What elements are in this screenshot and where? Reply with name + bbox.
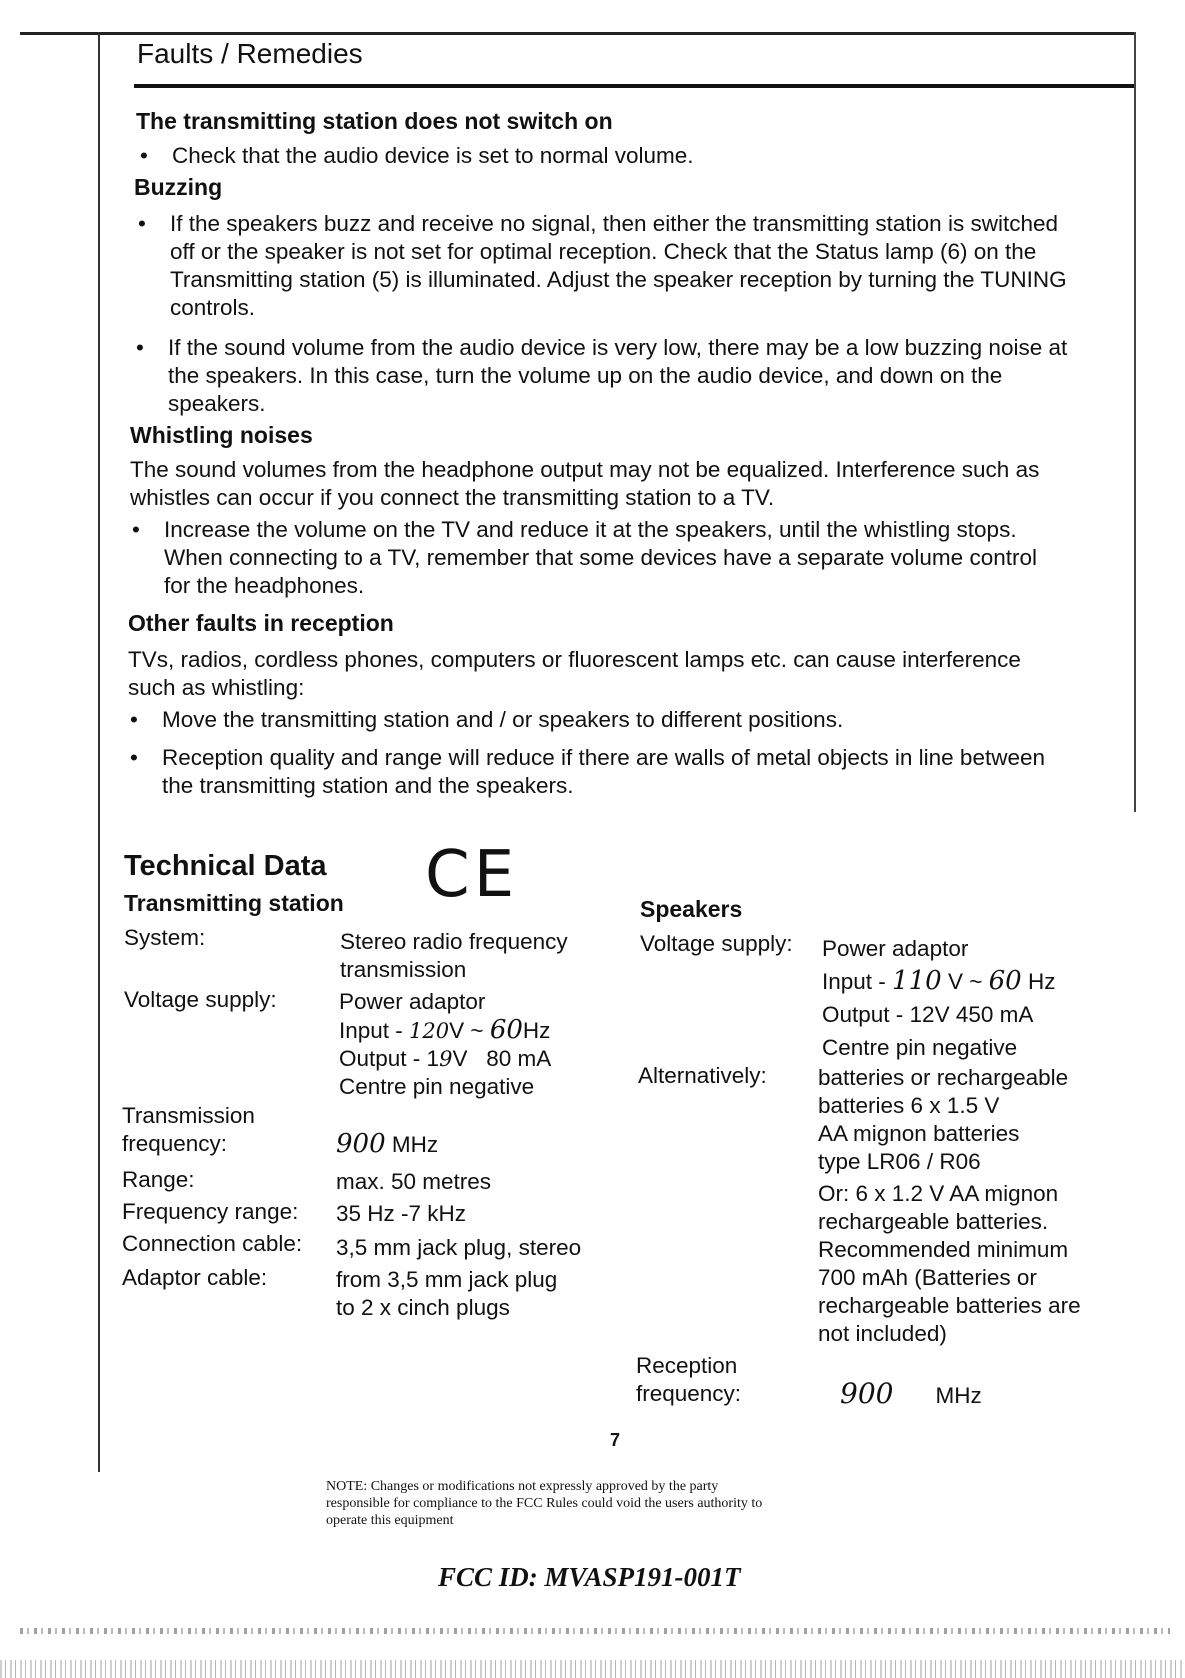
text-line: batteries 6 x 1.5 V xyxy=(818,1093,1000,1118)
transmitting-station-heading: Transmitting station xyxy=(124,890,344,916)
text-line: the transmitting station and the speakers. xyxy=(162,773,574,798)
title-rule xyxy=(134,84,1134,88)
bullet-increase-tv-volume xyxy=(164,516,1134,600)
text-line: such as whistling: xyxy=(128,675,305,700)
text-line: NOTE: Changes or modifications not expressly approved by the party xyxy=(326,1479,719,1494)
bullet-speakers-buzz xyxy=(170,210,1135,322)
text: Input - xyxy=(822,969,893,994)
heading-other-faults: Other faults in reception xyxy=(128,610,394,636)
text-line: frequency: xyxy=(122,1131,228,1156)
system-label: System: xyxy=(124,925,206,950)
text-line: Stereo radio frequency xyxy=(340,929,568,954)
text-line: Transmitting station (5) is illuminated. Adjust the speaker reception by turning the TUNING xyxy=(170,267,1067,292)
voltage-supply-label: Voltage supply: xyxy=(124,987,277,1012)
text: MHz xyxy=(935,1383,982,1408)
bullet-move-station: • Move the transmitting station and / or speakers to different positions. xyxy=(162,706,843,734)
speakers-voltage-value xyxy=(822,932,1055,1064)
page-title: Faults / Remedies xyxy=(137,38,363,69)
whistling-paragraph xyxy=(130,456,1130,512)
transmission-frequency-label xyxy=(122,1102,255,1158)
other-faults-paragraph xyxy=(128,646,1128,702)
text-line: TVs, radios, cordless phones, computers or fluorescent lamps etc. can cause interference xyxy=(128,647,1021,672)
text-line: Reception xyxy=(636,1353,738,1378)
text-line: When connecting to a TV, remember that some devices have a separate volume control xyxy=(164,545,1037,570)
handwritten-volt: 110 xyxy=(892,966,942,996)
text-line: the speakers. In this case, turn the volume up on the audio device, and down on the xyxy=(168,363,1003,388)
text: Output - 1 xyxy=(339,1046,440,1071)
system-value xyxy=(340,928,568,984)
text-line: operate this equipment xyxy=(326,1513,454,1528)
frequency-range-value: 35 Hz -7 kHz xyxy=(336,1201,467,1226)
adaptor-cable-value xyxy=(336,1266,557,1322)
text-line: Or: 6 x 1.2 V AA mignon xyxy=(818,1181,1059,1206)
fcc-id: FCC ID: MVASP191-001T xyxy=(438,1562,741,1592)
text: Input - xyxy=(339,1018,410,1043)
handwritten-volt: 120 xyxy=(409,1019,450,1043)
text-line: to 2 x cinch plugs xyxy=(336,1295,510,1320)
text-line: off or the speaker is not set for optimal reception. Check that the Status lamp (6) on the xyxy=(170,239,1037,264)
bullet-low-volume xyxy=(168,334,1133,418)
text-line: transmission xyxy=(340,957,467,982)
bullet-check-volume: • Check that the audio device is set to normal volume. xyxy=(172,142,694,170)
heading-buzzing: Buzzing xyxy=(134,174,223,200)
fcc-note xyxy=(326,1478,946,1529)
range-label: Range: xyxy=(122,1167,195,1192)
output-line xyxy=(339,1045,551,1073)
text: MHz xyxy=(391,1132,439,1157)
text: V 80 mA xyxy=(452,1046,552,1071)
bullet-reception-quality xyxy=(162,744,1132,800)
range-value: max. 50 metres xyxy=(336,1169,492,1194)
text-line: Power adaptor xyxy=(339,989,486,1014)
text: V ~ xyxy=(947,969,983,994)
transmission-frequency-value xyxy=(336,1130,438,1159)
text-line: frequency: xyxy=(636,1381,742,1406)
voltage-supply-value xyxy=(339,988,551,1101)
frequency-range-label: Frequency range: xyxy=(122,1199,299,1224)
text-line: rechargeable batteries. xyxy=(818,1209,1049,1234)
text-line: • If the speakers buzz and receive no signal, then either the transmitting station is switched xyxy=(170,211,1058,236)
heading-no-switch-on: The transmitting station does not switch on xyxy=(136,108,613,134)
connection-cable-value: 3,5 mm jack plug, stereo xyxy=(336,1235,582,1260)
text-line: whistles can occur if you connect the transmitting station to a TV. xyxy=(130,485,775,510)
text-line: AA mignon batteries xyxy=(818,1121,1020,1146)
text-line: • Reception quality and range will reduce if there are walls of metal objects in line between xyxy=(162,745,1045,770)
text-line: 700 mAh (Batteries or xyxy=(818,1265,1037,1290)
input-line xyxy=(822,965,1055,998)
text: V ~ xyxy=(449,1018,484,1043)
page-number: 7 xyxy=(610,1430,621,1450)
text-line: Output - 12V 450 mA xyxy=(822,1002,1034,1027)
adaptor-cable-label: Adaptor cable: xyxy=(122,1265,268,1290)
right-border-line xyxy=(1134,32,1136,812)
text-line: rechargeable batteries are xyxy=(818,1293,1081,1318)
text-line: speakers. xyxy=(168,391,266,416)
text-line: Recommended minimum xyxy=(818,1237,1069,1262)
speakers-heading: Speakers xyxy=(640,896,743,922)
text-line: Power adaptor xyxy=(822,936,969,961)
text-line: The sound volumes from the headphone output may not be equalized. Interference such as xyxy=(130,457,1040,482)
handwritten-freq: 900 xyxy=(840,1377,894,1410)
speakers-voltage-label: Voltage supply: xyxy=(640,931,793,956)
technical-data-title: Technical Data xyxy=(124,850,327,882)
input-line xyxy=(339,1016,551,1045)
scan-noise-bottom xyxy=(0,1660,1185,1678)
text-line: controls. xyxy=(170,295,256,320)
text-line: • If the sound volume from the audio device is very low, there may be a low buzzing noise at xyxy=(168,335,1068,360)
handwritten-freq: 900 xyxy=(336,1129,386,1159)
text: Hz xyxy=(522,1018,551,1043)
text-line: Centre pin negative xyxy=(822,1035,1018,1060)
handwritten-digit: 9 xyxy=(439,1047,453,1071)
text-line: for the headphones. xyxy=(164,573,365,598)
reception-frequency-label xyxy=(636,1352,741,1408)
handwritten-hz: 60 xyxy=(988,966,1022,996)
text-line: batteries or rechargeable xyxy=(818,1065,1069,1090)
left-border-line xyxy=(98,32,100,1472)
connection-cable-label: Connection cable: xyxy=(122,1231,303,1256)
text-line: Centre pin negative xyxy=(339,1074,535,1099)
text-line: not included) xyxy=(818,1321,947,1346)
text: Hz xyxy=(1027,969,1056,994)
text-line: responsible for compliance to the FCC Rules could void the users authority to xyxy=(326,1496,763,1511)
alternatively-label: Alternatively: xyxy=(638,1063,767,1088)
text-line: from 3,5 mm jack plug xyxy=(336,1267,558,1292)
reception-frequency-value xyxy=(840,1377,982,1410)
scan-noise-strip xyxy=(20,1628,1170,1634)
alternatively-value xyxy=(818,1064,1081,1348)
top-border-line xyxy=(20,32,1136,35)
text-line: • Increase the volume on the TV and reduce it at the speakers, until the whistling stops. xyxy=(164,517,1017,542)
ce-mark: CE xyxy=(425,838,519,912)
text-line: Transmission xyxy=(122,1103,255,1128)
text-line: type LR06 / R06 xyxy=(818,1149,981,1174)
handwritten-hz: 60 xyxy=(489,1015,523,1045)
heading-whistling: Whistling noises xyxy=(130,422,313,448)
